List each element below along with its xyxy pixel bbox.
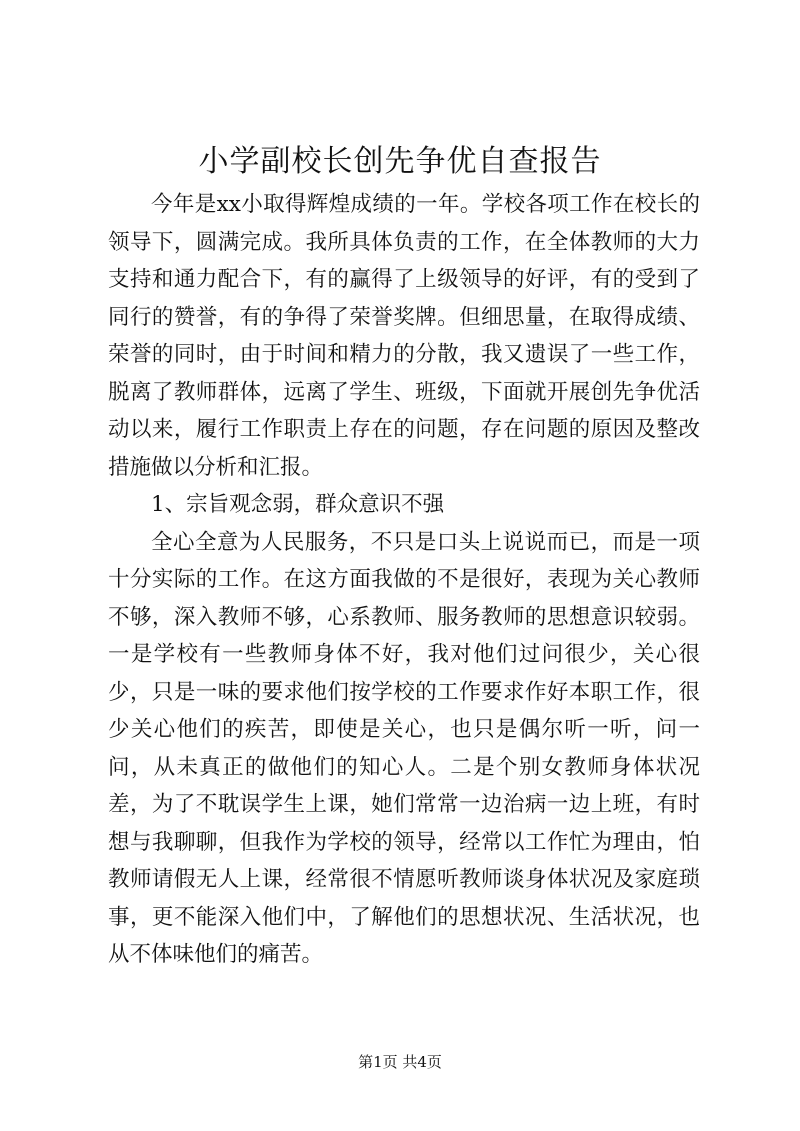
document-body xyxy=(108,186,700,974)
paragraph-intro: 今年是xx小取得辉煌成绩的一年。学校各项工作在校长的领导下，圆满完成。我所具体负责的工作，在全体教师的大力支持和通力配合下，有的赢得了上级领导的好评，有的受到了同行的赞誉，有的争得了荣誉奖牌。但细思量，在取得成绩、荣誉的同时，由于时间和精力的分散，我又遗误了一些工作，脱离了教师群体，远离了学生、班级，下面就开展创先争优活动以来，履行工作职责上存在的问题，存在问题的原因及整改措施做以分析和汇报。 xyxy=(108,192,700,480)
document-title: 小学副校长创先争优自查报告 xyxy=(198,144,602,179)
paragraph-section-1: 全心全意为人民服务，不只是口头上说说而已，而是一项十分实际的工作。在这方面我做的不是很好，表现为关心教师不够，深入教师不够，心系教师、服务教师的思想意识较弱。一是学校有一些教师身体不好，我对他们过问很少，关心很少，只是一味的要求他们按学校的工作要求作好本职工作，很少关心他们的疾苦，即使是关心，也只是偶尔听一听，问一问，从未真正的做他们的知心人。二是个别女教师身体状况差，为了不耽误学生上课，她们常常一边治病一边上班，有时想与我聊聊，但我作为学校的领导，经常以工作忙为理由，怕教师请假无人上课，经常很不情愿听教师谈身体状况及家庭琐事，更不能深入他们中，了解他们的思想状况、生活状况，也从不体味他们的痛苦。 xyxy=(108,529,700,967)
page-number-footer: 第1页 共4页 xyxy=(358,1053,442,1071)
section-heading: 1、宗旨观念弱，群众意识不强 xyxy=(151,492,445,517)
